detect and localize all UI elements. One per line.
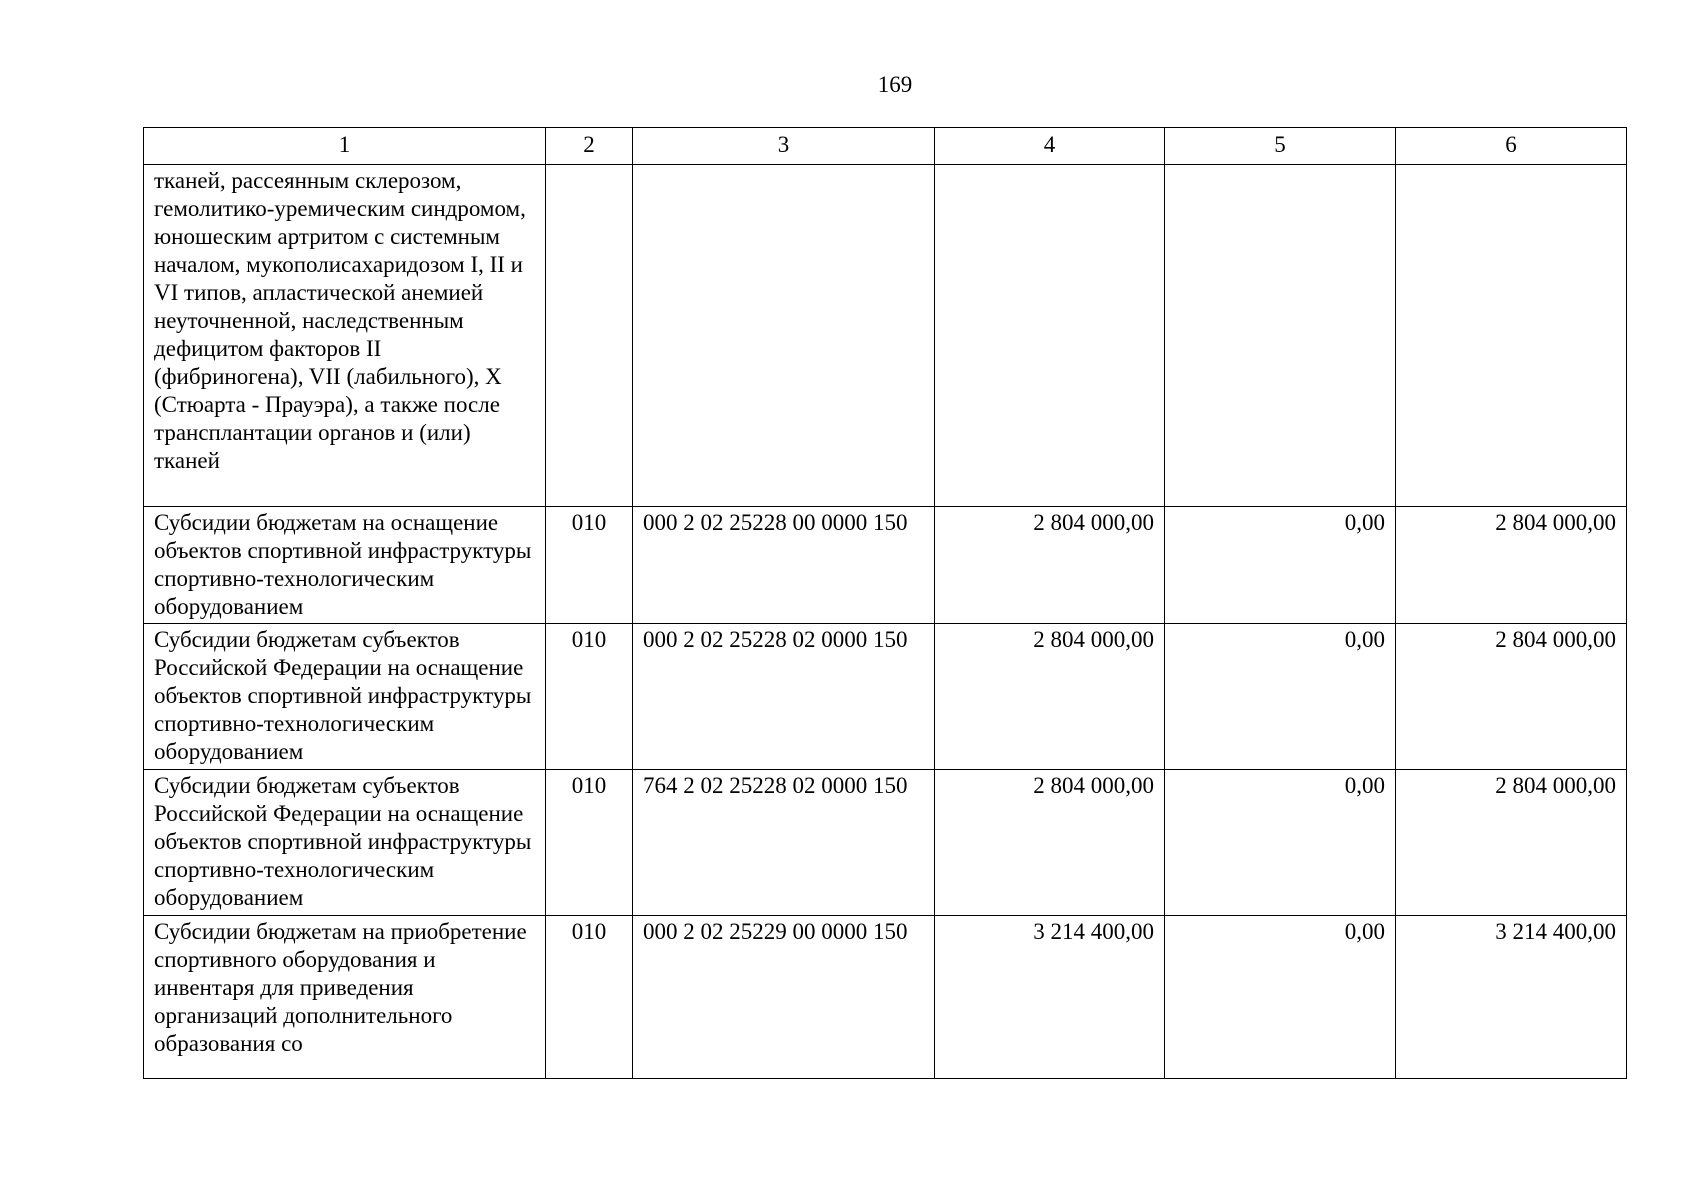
column-header-4: 4 — [935, 128, 1165, 165]
column-header-5: 5 — [1165, 128, 1396, 165]
table-header-row — [144, 128, 1627, 165]
row-code-cell: 010 — [546, 770, 633, 916]
column-header-3: 3 — [633, 128, 935, 165]
row-value-col4: 2 804 000,00 — [935, 770, 1165, 916]
row-name-cell — [144, 770, 546, 916]
page-number: 169 — [877, 72, 913, 97]
row-value-col6: 3 214 400,00 — [1396, 916, 1627, 1079]
table-row — [144, 916, 1627, 1079]
row-code-cell: 010 — [546, 624, 633, 770]
row-value-col5: 0,00 — [1165, 916, 1396, 1079]
table-row — [144, 165, 1627, 507]
row-name-text: Субсидии бюджетам субъектов Российской Федерации на оснащение объектов спортивной инфраструктуры спортивно-технологическим оборудованием — [154, 773, 532, 910]
row-name-cell — [144, 624, 546, 770]
row-name-text: Субсидии бюджетам субъектов Российской Федерации на оснащение объектов спортивной инфраструктуры спортивно-технологическим оборудованием — [154, 627, 532, 764]
row-value-col5: 0,00 — [1165, 624, 1396, 770]
row-name-cell — [144, 916, 546, 1079]
column-header-2: 2 — [546, 128, 633, 165]
row-code-cell: 010 — [546, 916, 633, 1079]
row-name-text: Субсидии бюджетам на приобретение спортивного оборудования и инвентаря для приведения организаций дополнительного образования со — [154, 919, 527, 1056]
row-value-col6: 2 804 000,00 — [1396, 507, 1627, 624]
row-kbk-cell: 000 2 02 25228 00 0000 150 — [633, 507, 935, 624]
row-value-col6 — [1396, 165, 1627, 507]
budget-table — [143, 127, 1627, 1079]
row-value-col5: 0,00 — [1165, 507, 1396, 624]
row-code-cell — [546, 165, 633, 507]
row-name-text: Субсидии бюджетам на оснащение объектов спортивной инфраструктуры спортивно-технологическим оборудованием — [154, 510, 532, 619]
row-value-col6: 2 804 000,00 — [1396, 624, 1627, 770]
row-kbk-cell: 764 2 02 25228 02 0000 150 — [633, 770, 935, 916]
table-row — [144, 770, 1627, 916]
row-name-cell — [144, 165, 546, 507]
row-kbk-cell — [633, 165, 935, 507]
row-kbk-cell: 000 2 02 25228 02 0000 150 — [633, 624, 935, 770]
row-value-col4: 3 214 400,00 — [935, 916, 1165, 1079]
row-value-col4: 2 804 000,00 — [935, 507, 1165, 624]
row-name-cell — [144, 507, 546, 624]
row-code-cell: 010 — [546, 507, 633, 624]
table-row — [144, 507, 1627, 624]
column-header-6: 6 — [1396, 128, 1627, 165]
row-value-col4 — [935, 165, 1165, 507]
table-row — [144, 624, 1627, 770]
row-value-col5 — [1165, 165, 1396, 507]
row-value-col4: 2 804 000,00 — [935, 624, 1165, 770]
row-value-col6: 2 804 000,00 — [1396, 770, 1627, 916]
column-header-1: 1 — [144, 128, 546, 165]
row-name-text: тканей, рассеянным склерозом, гемолитико-уремическим синдромом, юношеским артритом с системным началом, мукополисахаридозом I, II и VI типов, апластической анемией неуточненной, наследственным дефицитом факторов II (фибриногена), VII (лабильного), X (Стюарта - Прауэра), а также после трансплантации органов и (или) тканей — [154, 168, 526, 473]
row-value-col5: 0,00 — [1165, 770, 1396, 916]
row-kbk-cell: 000 2 02 25229 00 0000 150 — [633, 916, 935, 1079]
